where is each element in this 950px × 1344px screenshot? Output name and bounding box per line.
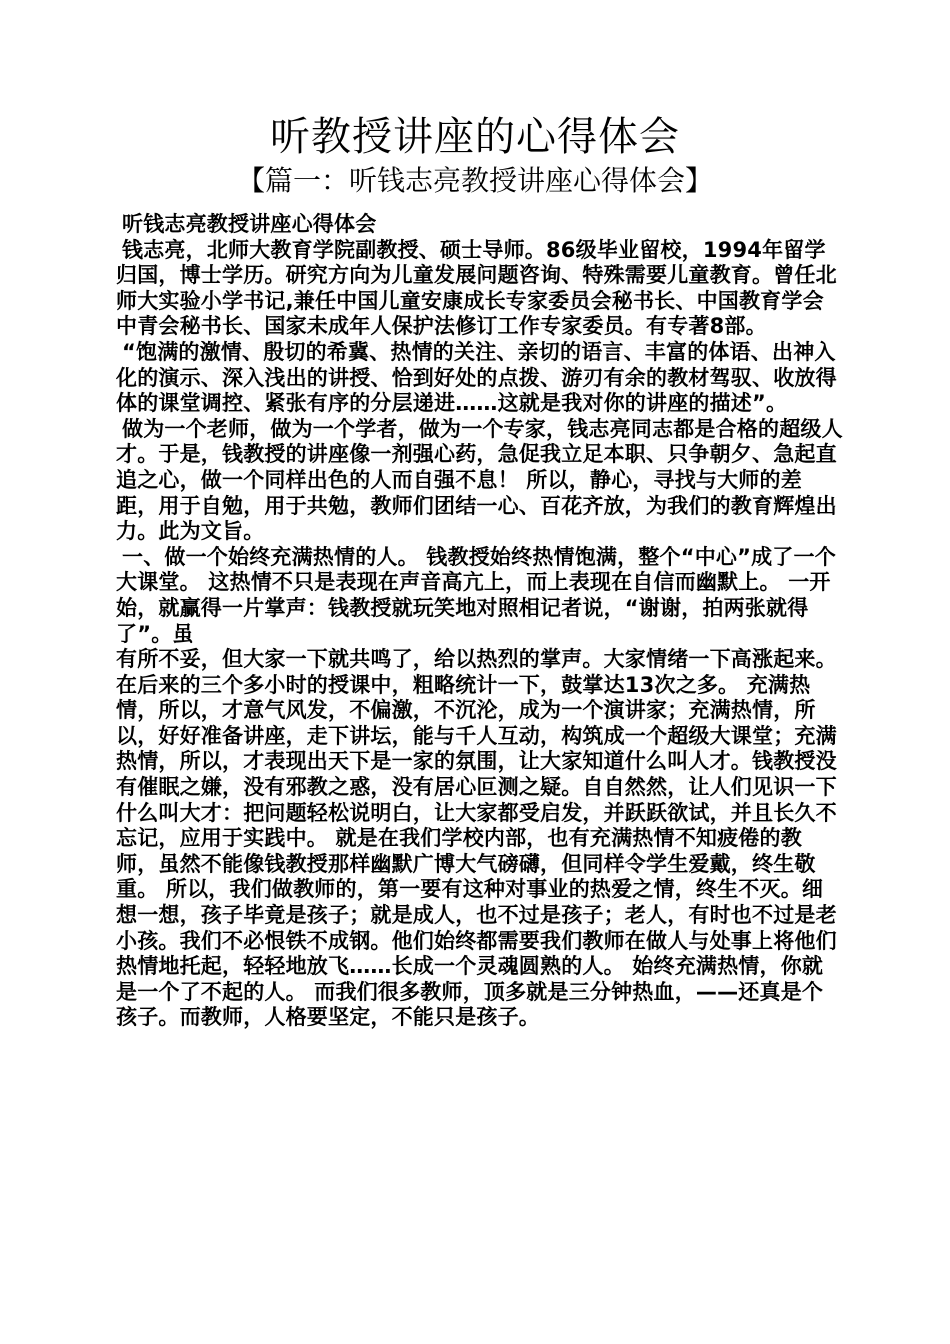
paragraph-continuation: 有所不妥，但大家一下就共鸣了，给以热烈的掌声。大家情绪一下高涨起来。 在后来的三个多小时的授课中，粗略统计一下，鼓掌达13次之多。 充满热情，所以，才意气风发，不偏激，不沉沦，成为一个演讲家；充满热情，所以，好好准备讲座，走下讲坛，能与千人互动，构筑成一个超级大课堂；充满热情，所以，才表现出天下是一家的氛围，让大家知道什么叫人才。钱教授没有催眠之嫌，没有邪教之惑，没有居心叵测之疑。自自然然，让人们见识一下什么叫大才：把问题轻松说明白，让大家都受启发，并跃跃欲试，并且长久不忘记，应用于实践中。 就是在我们学校内部，也有充满热情不知疲倦的教师，虽然不能像钱教授那样幽默广博大气磅礴，但同样令学生爱戴，终生敬重。 所以，我们做教师的，第一要有这种对事业的热爱之情，终生不灭。细想一想，孩子毕竟是孩子；就是成人，也不过是孩子；老人，有时也不过是老小孩。我们不必恨铁不成钢。他们始终都需要我们教师在做人与处事上将他们热情地托起，轻轻地放飞……长成一个灵魂圆熟的人。 始终充满热情，你就是一个了不起的人。 而我们很多教师，顶多就是三分钟热血，——还真是个孩子。而教师，人格要坚定，不能只是孩子。 (116, 647, 837, 1030)
paragraph-biography: 钱志亮，北师大教育学院副教授、硕士导师。86级毕业留校，1994年留学归国，博士学历。研究方向为儿童发展问题咨询、特殊需要儿童教育。曾任北师大实验小学书记,兼任中国儿童安康成长专家委员会秘书长、中国教育学会中青会秘书长、国家未成年人保护法修订工作专家委员。有专著8部。 (116, 237, 837, 339)
document-subtitle: 【篇一：听钱志亮教授讲座心得体会】 (236, 164, 713, 197)
paragraph-quote: “饱满的激情、殷切的希冀、热情的关注、亲切的语言、丰富的体语、出神入化的演示、深入浅出的讲授、恰到好处的点拨、游刃有余的教材驾驭、收放得体的课堂调控、紧张有序的分层递进……这就是我对你的讲座的描述”。 (116, 339, 837, 416)
document-body (116, 212, 844, 1031)
paragraph-point-one: 一、做一个始终充满热情的人。 钱教授始终热情饱满，整个“中心”成了一个大课堂。 这热情不只是表现在声音高亢上，而上表现在自信而幽默上。 一开始，就赢得一片掌声：钱教授就玩笑地对照相记者说，“谢谢，拍两张就得了”。虽 (116, 544, 836, 646)
document-title: 听教授讲座的心得体会 (270, 114, 680, 160)
section-heading: 听钱志亮教授讲座心得体会 (122, 212, 377, 236)
paragraph-purpose: 做为一个老师，做为一个学者，做为一个专家，钱志亮同志都是合格的超级人才。于是，钱教授的讲座像一剂强心药，急促我立足本职、只争朝夕、急起直追之心，做一个同样出色的人而自强不息！ 所以，静心，寻找与大师的差距，用于自勉，用于共勉，教师们团结一心、百花齐放，为我们的教育辉煌出力。此为文旨。 (116, 416, 843, 544)
